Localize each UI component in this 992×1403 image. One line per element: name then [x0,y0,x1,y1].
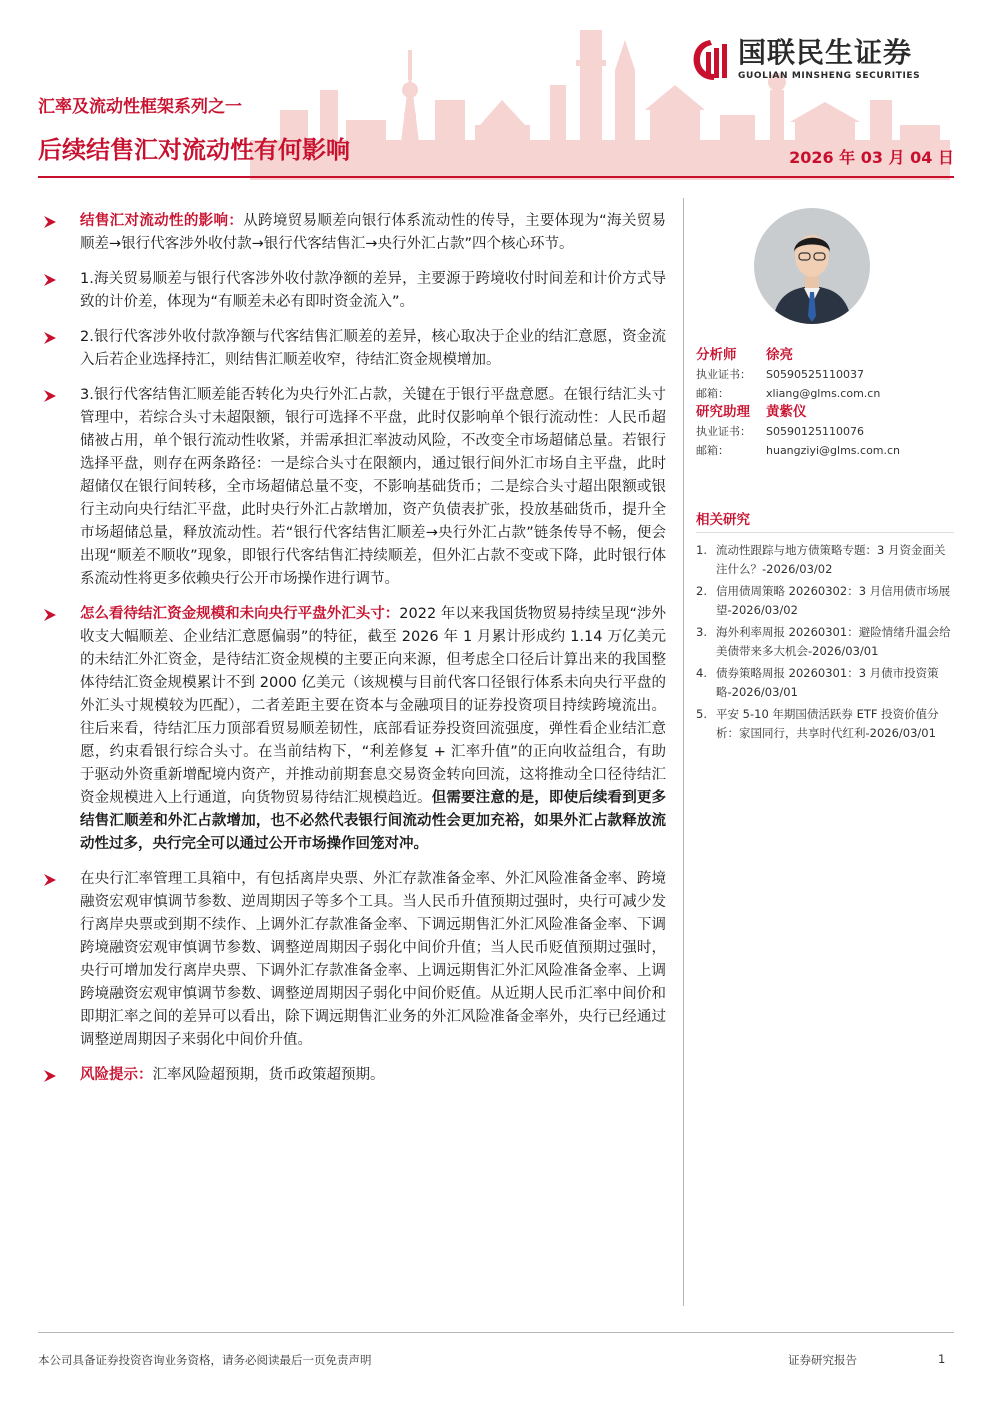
report-date: 2026 年 03 月 04 日 [789,148,954,167]
footer-divider [38,1332,954,1333]
item-number: 3. [696,625,707,639]
chevron-right-icon [44,216,56,228]
sidebar-divider [683,198,684,1306]
chevron-right-icon [44,609,56,621]
item-number: 5. [696,707,707,721]
sidebar [696,208,954,746]
related-research-item[interactable] [696,541,954,579]
assistant-cert: S0590125110076 [766,425,864,438]
item-number: 4. [696,666,707,680]
bullet-item [44,384,666,591]
analyst-role: 分析师 [696,347,737,363]
bullet-text: 2.银行代客涉外收付款净额与代客结售汇顺差的差异，核心取决于企业的结汇意愿，资金流入后若企业选择持汇，则结售汇顺差收窄，待结汇资金规模增加。 [80,329,666,368]
bullet-item [44,268,666,314]
bullet-emphasis: 但需要注意的是，即使后续看到更多结售汇顺差和外汇占款增加，也不必然代表银行间流动性会更加充裕，如果外汇占款释放流动性过多，央行完全可以通过公开市场操作回笼对冲。 [80,790,667,852]
report-header [0,0,992,180]
related-research-list [696,541,954,743]
bullet-text: 在央行汇率管理工具箱中，有包括离岸央票、外汇存款准备金率、外汇风险准备金率、跨境融资宏观审慎调节参数、逆周期因子等多个工具。当人民币升值预期过强时，央行可减少发行离岸央票或到期不续作、上调外汇存款准备金率、下调远期售汇外汇风险准备金率、下调跨境融资宏观审慎调节参数、调整逆周期因子弱化中间价升值；当人民币贬值预期过强时，央行可增加发行离岸央票、下调外汇存款准备金率、上调远期售汇外汇风险准备金率、上调跨境融资宏观审慎调节参数、调整逆周期因子弱化中间价贬值。从近期人民币汇率中间价和即期汇率之间的差异可以看出，除下调远期售汇业务的外汇风险准备金率外，央行已经通过调整逆周期因子来弱化中间价升值。 [80,871,666,1048]
chevron-right-icon [44,390,56,402]
series-name: 汇率及流动性框架系列之一 [38,97,242,117]
assistant-cert-row [696,422,954,441]
logo-english-name: GUOLIAN MINSHENG SECURITIES [738,71,921,81]
analyst-cert-row [696,365,954,384]
item-text: 平安 5-10 年期国债活跃券 ETF 投资价值分析：家国同行，共享时代红利-2026/03/01 [716,707,939,740]
cert-label: 执业证书： [696,425,751,438]
bullet-lead: 怎么看待结汇资金规模和未向央行平盘外汇头寸： [80,606,400,622]
related-research-item[interactable] [696,664,954,702]
related-research-item[interactable] [696,582,954,620]
logo-chinese-name: 国联民生证券 [738,36,913,69]
assistant-email-row [696,441,954,460]
item-text: 流动性跟踪与地方债策略专题：3 月资金面关注什么？-2026/03/02 [716,543,946,576]
cert-label: 执业证书： [696,368,751,381]
item-text: 债券策略周报 20260301：3 月债市投资策略-2026/03/01 [716,666,939,699]
bullet-text: 2022 年以来我国货物贸易持续呈现“涉外收支大幅顺差、企业结汇意愿偏弱”的特征，截至 2026 年 1 月累计形成约 1.14 万亿美元的未结汇外汇资金，是待结汇资金规模的主要正向来源，但考虑全口径后计算出来的我国整体待结汇资金规模累计不到 2000 亿美元（该规模与目前代客口径银行体系未向央行平盘的外汇头寸规模较为匹配），二者差距主要在资本与金融项目的证券投资项目持续跨境流出。往后来看，待结汇压力顶部看贸易顺差韧性，底部看证券投资回流强度，弹性看企业结汇意愿，约束看银行综合头寸。在当前结构下，“利差修复 + 汇率升值”的正向收益组合，有助于驱动外资重新增配境内资产，并推动前期套息交易资金转向回流，这将推动全口径待结汇资金规模进入上行通道，向货物贸易待结汇规模趋近。 [80,606,666,806]
bullet-text: 汇率风险超预期，货币政策超预期。 [152,1067,385,1083]
page-number: 1 [938,1352,946,1366]
header-divider [38,176,954,178]
bullet-item [44,603,666,856]
bullet-text: 从跨境贸易顺差向银行体系流动性的传导，主要体现为“海关贸易顺差→银行代客涉外收付款→银行代客结售汇→央行外汇占款”四个核心环节。 [80,213,667,252]
analyst-cert: S0590525110037 [766,368,864,381]
analyst-name-row [696,346,954,365]
chevron-right-icon [44,332,56,344]
logo-mark-icon [690,36,730,82]
related-research-item[interactable] [696,623,954,661]
item-number: 1. [696,543,707,557]
email-label: 邮箱： [696,387,729,400]
analyst-name: 徐亮 [766,347,793,363]
bullet-lead: 风险提示： [80,1067,153,1083]
bullet-item [44,1064,666,1087]
item-text: 信用债周策略 20260302：3 月信用债市场展望-2026/03/02 [716,584,951,617]
item-text: 海外利率周报 20260301：避险情绪升温会给美债带来多大机会-2026/03/01 [716,625,951,658]
bullet-text: 1.海关贸易顺差与银行代客涉外收付款净额的差异，主要源于跨境收付时间差和计价方式导致的计价差，体现为“有顺差未必有即时资金流入”。 [80,271,666,310]
analyst-photo [754,208,870,324]
item-number: 2. [696,584,707,598]
footer-disclaimer: 本公司具备证券投资咨询业务资格，请务必阅读最后一页免责声明 [38,1353,372,1367]
assistant-name-row [696,403,954,422]
related-research-title: 相关研究 [696,508,954,533]
analyst-email-row [696,384,954,403]
analyst-info [696,346,954,460]
assistant-role: 研究助理 [696,404,750,420]
footer-report-type: 证券研究报告 [788,1353,857,1367]
bullet-item [44,210,666,256]
bullet-text: 3.银行代客结售汇顺差能否转化为央行外汇占款，关键在于银行平盘意愿。在银行结汇头寸管理中，若综合头寸未超限额，银行可选择不平盘，此时仅影响单个银行流动性：人民币超储被占用，单个银行流动性收紧，并需承担汇率波动风险，不改变全市场超储总量。若银行选择平盘，则存在两条路径：一是综合头寸在限额内，通过银行间外汇市场自主平盘，此时超储仅在银行间转移，全市场超储总量不变，不影响基础货币；二是综合头寸超出限额或银行主动向央行结汇平盘，此时央行外汇占款增加，资产负债表扩张，投放基础货币，提升全市场超储总量，释放流动性。若“银行代客结售汇顺差→央行外汇占款”链条传导不畅，便会出现“顺差不顺收”现象，即银行代客结售汇持续顺差，但外汇占款不变或下降，此时银行体系流动性将更多依赖央行公开市场操作进行调节。 [80,387,666,587]
related-research-item[interactable] [696,705,954,743]
assistant-email[interactable]: huangziyi@glms.com.cn [766,444,901,457]
bullet-lead: 结售汇对流动性的影响： [80,213,244,229]
chevron-right-icon [44,1070,56,1082]
chevron-right-icon [44,874,56,886]
assistant-name: 黄紫仪 [766,404,807,420]
report-title: 后续结售汇对流动性有何影响 [38,136,350,164]
chevron-right-icon [44,274,56,286]
company-logo [690,36,920,82]
email-label: 邮箱： [696,444,729,457]
bullet-item [44,868,666,1052]
summary-bullets [44,210,666,1099]
analyst-email[interactable]: xliang@glms.com.cn [766,387,881,400]
bullet-item [44,326,666,372]
